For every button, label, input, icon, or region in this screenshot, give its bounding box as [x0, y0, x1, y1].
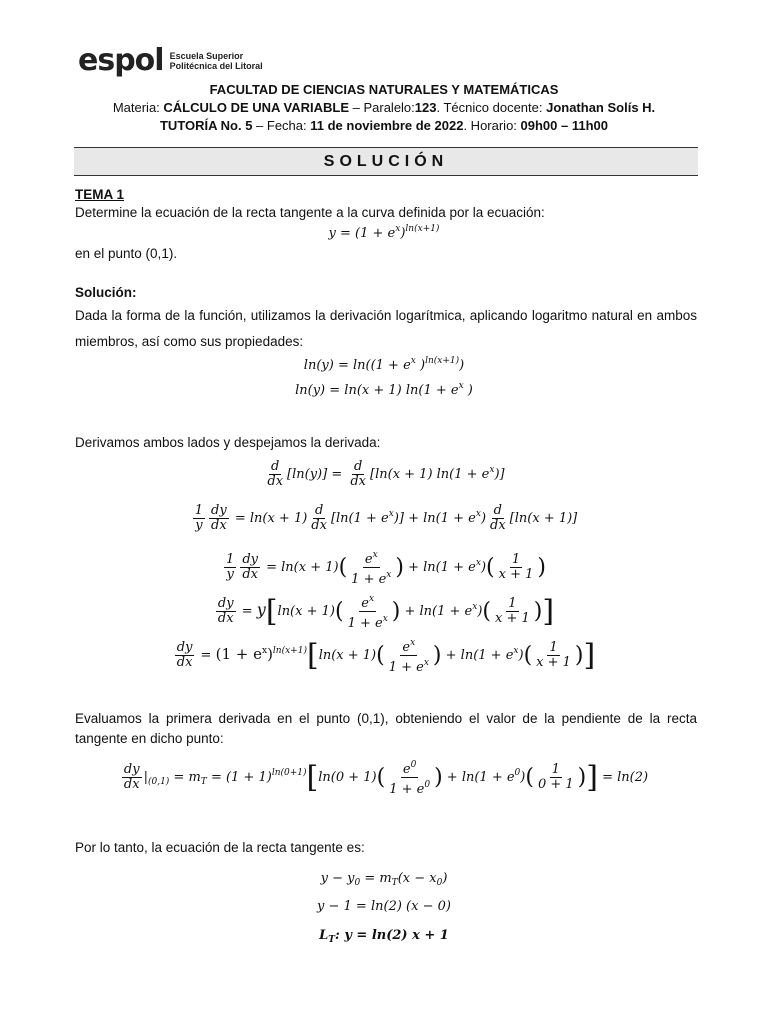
- paralelo-label: – Paralelo:: [349, 100, 415, 115]
- problem-statement: Determine la ecuación de la recta tangente a la curva definida por la ecuación:: [75, 205, 545, 220]
- tecnico-value: Jonathan Solís H.: [546, 100, 656, 115]
- derivative-step-1: $\frac{d}{dx}$ [ln(y)] = $\frac{d}{dx}$ [ln(x + 1) $\ln(1 + e^x)$]: [267, 459, 505, 489]
- tecnico-label: . Técnico docente:: [436, 100, 547, 115]
- intro-paragraph: Dada la forma de la función, utilizamos la derivación logarítmica, aplicando logaritmo natural en ambos miembros, así como sus propiedades:: [75, 308, 697, 349]
- derivative-step-2: $\frac{1}{y}$ $\frac{dy}{dx}$ = ln(x + 1) $\frac{d}{dx}$ $[\ln(1 + e^x)] + \ln(1 + e^x)$ $\frac{d}{dx}$ [ln(x + 1)]: [194, 503, 578, 533]
- derivative-step-3: $\frac{1}{y}$ $\frac{dy}{dx}$ = ln(x + 1)( $\frac{e^x}{1 + e^x}$ ) + $\ln(1 + e^x)$( $\frac{1}{x + 1}$ ): [226, 550, 546, 587]
- solution-label: Solución:: [75, 285, 137, 300]
- horario-label: . Horario:: [463, 118, 521, 133]
- log-equation-1: $\ln(y) = \ln((1 + e^x$ )$^{ln(x+1)}$): [303, 356, 465, 373]
- tangent-substitution: y − 1 = ln(2) (x − 0): [317, 899, 451, 914]
- derivative-step-4: $\frac{dy}{dx}$ = y[ln(x + 1)( $\frac{e^x}{1 + e^x}$ ) + $\ln(1 + e^x)$( $\frac{1}{x + 1}$ )]: [217, 594, 555, 631]
- point-text: en el punto (0,1).: [75, 246, 178, 261]
- given-equation: $y = (1 + e^x)^{ln(x+1)}$: [328, 224, 440, 241]
- derive-text: Derivamos ambos lados y despejamos la derivada:: [75, 435, 381, 450]
- log-equation-2: ln(y) = ln(x + 1) $\ln(1 + e^x$ ): [295, 381, 473, 398]
- evaluate-paragraph: Evaluamos la primera derivada en el punto (0,1), obteniendo el valor de la pendiente de la recta tangente en dicho punto:: [75, 711, 697, 746]
- espol-logo: [78, 43, 263, 78]
- solution-banner: SOLUCIÓN: [74, 147, 698, 176]
- horario-value: 09h00 – 11h00: [520, 118, 608, 133]
- course-line: [0, 100, 768, 116]
- tema-title: TEMA 1: [75, 187, 125, 202]
- logo-sub-line2: Politécnica del Litoral: [169, 61, 263, 71]
- fecha-value: 11 de noviembre de 2022: [310, 118, 464, 133]
- tutoria-label: TUTORÍA No. 5: [159, 118, 253, 133]
- conclusion-text: Por lo tanto, la ecuación de la recta tangente es:: [75, 840, 365, 855]
- slope-evaluation: $\frac{dy}{dx}$ $|_{(0,1)} = m_T = (1 + 1)^{ln(0+1)}[\ln(0 + 1)$( $\frac{e^0}{1 + e^0}$ ) + $\ln(1 + e^0)$( $\frac{1}{0 + 1}$ )] = ln(2): [123, 760, 649, 797]
- materia-value: CÁLCULO DE UNA VARIABLE: [163, 100, 350, 115]
- logo-word: espol: [78, 43, 164, 78]
- faculty-title: FACULTAD DE CIENCIAS NATURALES Y MATEMÁTICAS: [209, 82, 559, 97]
- paralelo-value: 123: [414, 100, 437, 115]
- tangent-line-result: $L_T$: y = ln(2) x + 1: [319, 928, 449, 945]
- tangent-formula: $y - y_0 = m_T(x - x_0)$: [320, 871, 448, 888]
- session-line: [0, 118, 768, 134]
- logo-sub-line1: Escuela Superior: [169, 51, 244, 61]
- fecha-label: – Fecha:: [252, 118, 311, 133]
- materia-label: Materia:: [112, 100, 164, 115]
- logo-subtitle: [170, 51, 263, 71]
- derivative-final: $\frac{dy}{dx}$ = $(1 + e^x)^{ln(x+1)}[\ln(x + 1)$( $\frac{e^x}{1 + e^x}$ ) + $\ln(1 + e^x)$( $\frac{1}{x + 1}$ )]: [176, 638, 596, 675]
